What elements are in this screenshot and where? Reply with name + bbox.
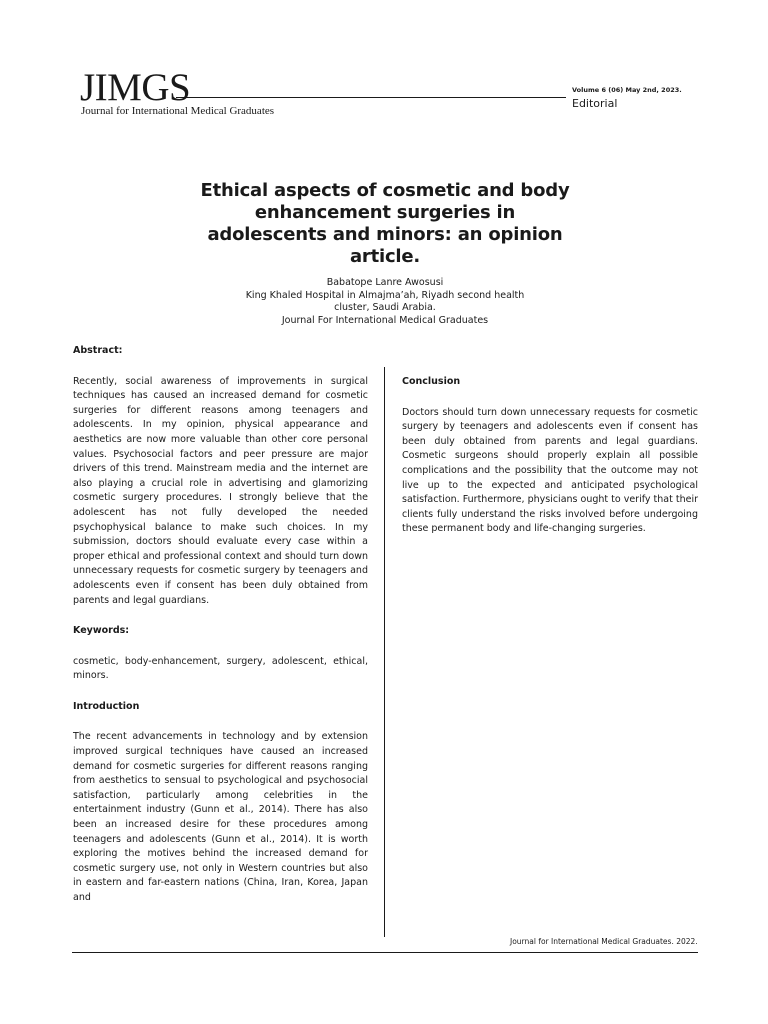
abstract-text: Recently, social awareness of improvements in surgical techniques has caused an increased demand for cosmetic surgeries for different reasons among teenagers and adolescents. In my opinion, physical appearance and aesthetics are now more valuable than other core personal values. Psychosocial factors and peer pressure are major drivers of this trend. Mainstream media and the internet are also playing a crucial role in advertising and glamorizing cosmetic surgery procedures. I strongly believe that the adolescent has not fully developed the needed psychophysical balance to make such choices. In my submission, doctors should evaluate every case within a proper ethical and professional context and should turn down unnecessary requests for cosmetic surgery by teenagers and adolescents even if consent has been duly obtained from parents and legal guardians. <box>73 375 368 606</box>
introduction-text: The recent advancements in technology and by extension improved surgical techniques have caused an increased demand for cosmetic surgeries for different reasons ranging from aesthetics to sensual to psychological and psychosocial satisfaction, particularly among celebrities in the entertainment industry (Gunn et al., 2014). There has also been an increased desire for these procedures among teenagers and adolescents (Gunn et al., 2014). It is worth exploring the motives behind the increased demand for cosmetic surgery use, not only in Western countries but also in eastern and far-eastern nations (China, Iran, Korea, Japan and <box>73 731 368 903</box>
right-column <box>402 375 698 537</box>
author-affiliation: King Khaled Hospital in Almajma’ah, Riyadh second health cluster, Saudi Arabia. <box>245 289 525 313</box>
article-title: Ethical aspects of cosmetic and body enhancement surgeries in adolescents and minors: an opinion article. <box>200 180 570 267</box>
introduction-heading: Introduction <box>73 700 140 712</box>
header-divider <box>176 97 566 98</box>
author-name: Babatope Lanre Awosusi <box>326 277 444 288</box>
keywords-heading: Keywords: <box>73 625 130 637</box>
conclusion-text: Doctors should turn down unnecessary requests for cosmetic surgery by teenagers and adolescents even if consent has been duly obtained from parents and legal guardians. Cosmetic surgeons should properly explain all possible complications and the possibility that the outcome may not live up to the expected and anticipated psychological satisfaction. Furthermore, physicians ought to verify that their clients fully understand the risks involved before undergoing these permanent body and life-changing surgeries. <box>402 406 698 535</box>
keywords-text: cosmetic, body-enhancement, surgery, adolescent, ethical, minors. <box>73 655 368 682</box>
left-column <box>73 344 368 906</box>
volume-info: Volume 6 (06) May 2nd, 2023. <box>572 86 682 94</box>
journal-logo: JIMGS <box>80 66 191 109</box>
abstract-heading: Abstract: <box>73 345 123 356</box>
section-type-label: Editorial <box>572 97 618 110</box>
journal-logo-subtitle: Journal for International Medical Graduates <box>81 105 275 117</box>
author-block <box>200 277 570 327</box>
journal-line: Journal For International Medical Graduates <box>281 314 489 326</box>
footer-text: Journal for International Medical Graduates. 2022. <box>510 937 698 946</box>
footer-divider <box>72 952 698 953</box>
conclusion-heading: Conclusion <box>402 376 461 387</box>
column-divider <box>384 367 385 937</box>
